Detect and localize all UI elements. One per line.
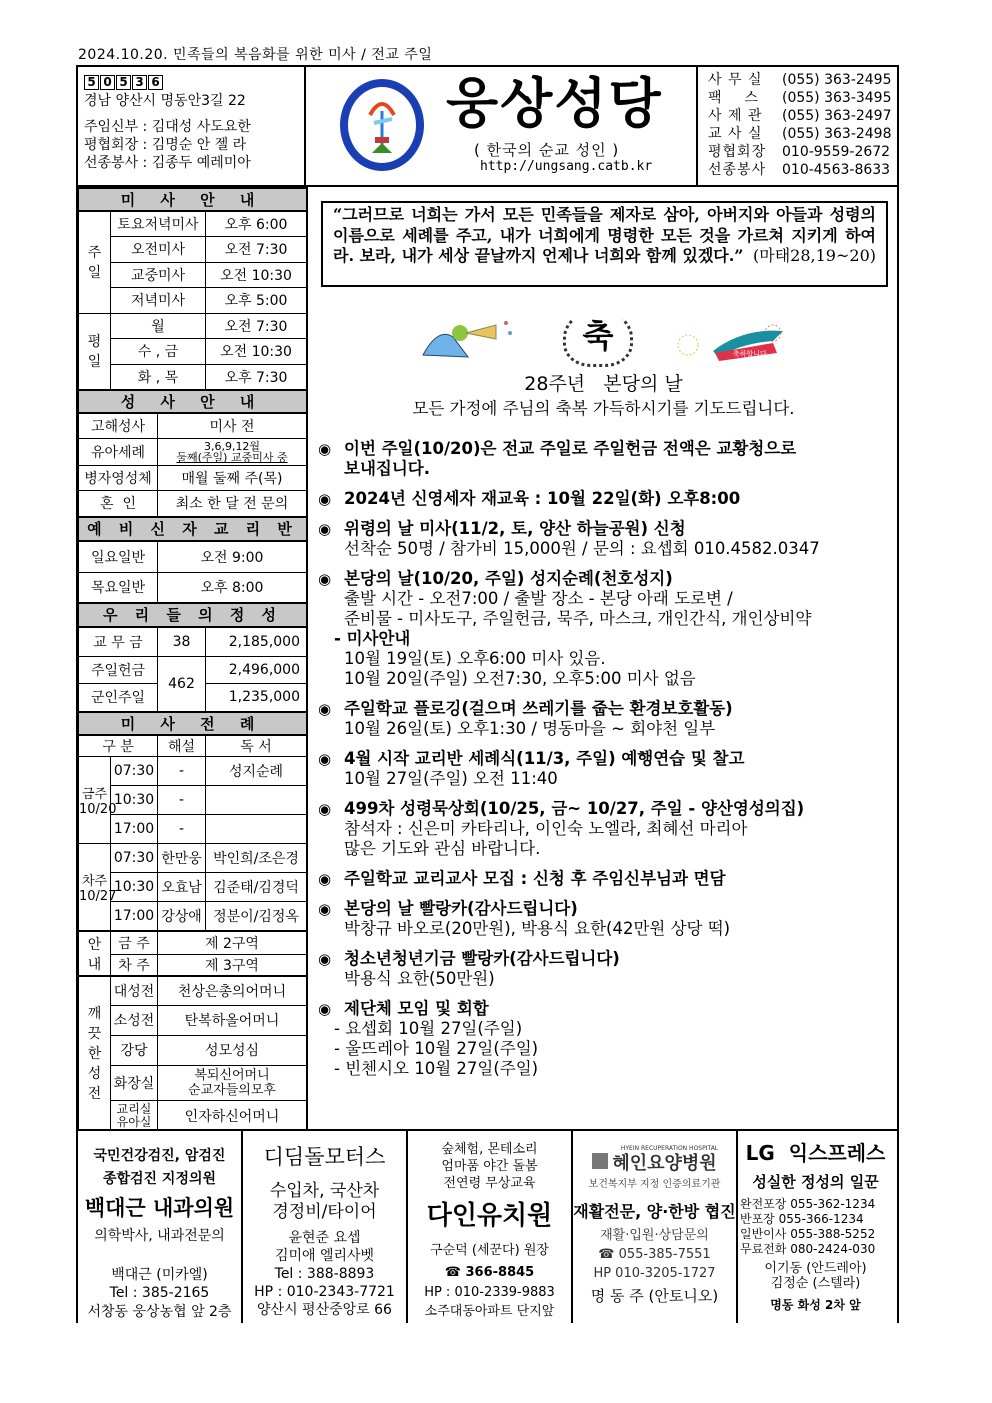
column-header: 해설 [158,735,206,757]
offering-amount: 1,235,000 [206,684,307,712]
parish-info [78,67,306,185]
bullet-icon: ◉ [318,700,332,718]
place: 교리실 유아실 [111,1100,158,1132]
announcement-line: 박창규 바오로(20만원), 박용식 요한(42만원 상당 떡) [344,919,731,938]
pastor: 주임신부 : 김대성 사도요한 [84,119,251,135]
offering-name: 주일헌금 [79,657,158,684]
catechumen-title: 예 비 신 자 교 리 반 [79,517,307,541]
bullet-icon: ◉ [318,750,332,768]
class-name: 일요일반 [79,541,158,573]
celebration-art [308,309,899,367]
offering-count: 462 [158,657,206,712]
cleaning-label: 깨 끗 한 성 전 [79,976,111,1132]
announcement-item [318,949,898,989]
church-name: 웅상성당 [446,72,663,135]
mass-name: 월 [111,313,206,339]
funeral-server: 선종봉사 : 김종두 예레미아 [84,155,251,171]
mass-time: 10:30 [111,785,158,814]
contact-row: 평협회장 010-9559-2672 [708,144,891,160]
announcement-line: 10월 27일(주일) 오전 11:40 [344,769,558,788]
mass-time: 07:30 [111,756,158,785]
bullet-icon: ◉ [318,490,332,508]
commentator: - [158,756,206,785]
weekday-label: 평일 [79,313,111,390]
mass-time: 10:30 [111,872,158,901]
place: 소성전 [111,1005,158,1035]
mass-name: 저녁미사 [111,288,206,314]
announcement-title: 이번 주일(10/20)은 전교 주일로 주일헌금 전액은 교황청으로 [344,439,797,458]
ad-moving: LG 익스프레스 성실한 정성의 일꾼 완전포장 055-362-1234 반포장 055-366-1234 일반이사 055-388-5252 무료전화 080-2424-030 이기동 (안드레아) 김정순 (스텔라) 명동 화성 2차 앞 [738,1131,893,1323]
bullet-icon: ◉ [318,1000,332,1018]
offering-count: 38 [158,627,206,657]
announcement-title: 제단체 모임 및 회합 [344,999,489,1018]
mass-name: 오전미사 [111,237,206,263]
left-column [78,187,306,1133]
mass-time: 오전 7:30 [206,313,307,339]
bulletin [76,65,899,1323]
readers: 정분이/김정옥 [206,901,307,931]
announcement-line: - 미사안내 [334,629,411,648]
announcement-line: 박용식 요한(50만원) [344,969,495,988]
class-time: 오전 9:00 [158,541,307,573]
announcement-line: 10월 26일(토) 오후1:30 / 명동마을 ~ 회야천 일부 [344,719,716,738]
hospital-logo-icon [592,1153,608,1169]
commentator: 오효남 [158,872,206,901]
announcement-title: 499차 성령묵상회(10/25, 금~ 10/27, 주일 - 양산영성의집) [344,799,805,818]
contact-list [698,71,897,179]
contact-row: 선종봉사 010-4563-8633 [708,162,891,178]
phone-row: 무료전화 080-2424-030 [740,1242,876,1256]
readers: 성지순례 [206,756,307,785]
cleaning-group: 성모성심 [158,1035,307,1065]
phone-row: 반포장 055-366-1234 [740,1212,864,1226]
church-subtitle: ( 한국의 순교 성인 ) [474,141,620,159]
ad-clinic: 국민건강검진, 암검진 종합검진 지정의원 백대근 내과의원 의학박사, 내과전문의 백대근 (미카엘) Tel : 385-2165 서창동 웅상농협 앞 2층 [78,1131,243,1323]
announcement-line: 보내집니다. [344,459,430,478]
mass-time: 07:30 [111,843,158,872]
district: 제 2구역 [158,931,307,954]
contact-row: 사 제 관 (055) 363-2497 [708,108,892,124]
bullet-icon: ◉ [318,440,332,458]
celebration-title: 28주년 본당의 날 [524,373,683,395]
week-label: 금 주 [111,931,158,954]
offering-name: 교 무 금 [79,627,158,657]
announcement-line: 참석자 : 신은미 카타리나, 이인숙 노엘라, 최혜선 마리아 [344,819,748,838]
bullet-icon: ◉ [318,520,332,538]
readers: 박인희/조은경 [206,843,307,872]
announcement-item [318,439,898,479]
announcement-title: 위령의 날 미사(11/2, 토, 양산 하늘공원) 신청 [344,519,686,538]
phone-row: 완전포장 055-362-1234 [740,1197,876,1211]
sacrament-name: 병자영성체 [79,466,158,491]
date-line: 2024.10.20. 민족들의 복음화를 위한 미사 / 전교 주일 [78,47,433,63]
parish-logo-icon [340,79,424,171]
celebration-badge: 축 [563,309,633,367]
header [78,67,897,187]
sacrament-time: 3,6,9,12월 둘째(주일) 교중미사 중 [158,439,307,466]
cleaning-group: 인자하신어머니 [158,1100,307,1132]
announcement-line: - 요셉회 10월 27일(주일) [334,1019,523,1038]
commentator: - [158,785,206,814]
announcement-line: 10월 20일(주일) 오전7:30, 오후5:00 미사 없음 [344,669,696,688]
scripture-reference: (마태28,19~20) [753,246,876,265]
mass-name: 토요저녁미사 [111,211,206,237]
schedule-table [78,187,307,1133]
announcement-item [318,869,898,889]
mass-time: 17:00 [111,814,158,843]
announcement-title: 주일학교 플로깅(걸으며 쓰레기를 줍는 환경보호활동) [344,699,733,718]
mass-time: 오후 7:30 [206,364,307,390]
column-header: 독 서 [206,735,307,757]
announcement-item [318,699,898,739]
mass-time: 오후 5:00 [206,288,307,314]
scripture-quote: “그러므로 너희는 가서 모든 민족들을 제자로 삼아, 아버지와 아들과 성령의 이름으로 세례를 주고, 내가 너희에게 명령한 모든 것을 가르쳐 지키게 하여라. 보라, 내가 세상 끝날까지 언제나 너희와 함께 있겠다.” (마태28,19~20) [321,201,888,287]
readers: 김준태/김경덕 [206,872,307,901]
bullet-icon: ◉ [318,570,332,588]
announcement-item [318,749,898,789]
sacrament-name: 고해성사 [79,413,158,439]
cleaning-group: 탄복하올어머니 [158,1005,307,1035]
mass-name: 화 , 목 [111,364,206,390]
ad-hospital: HYEIN RECUPERATION HOSPITAL 혜인요양병원 보건복지부 지정 인증의료기관 재활전문, 양·한방 협진 재활·입원·상담문의 ☎ 055-385-7551 HP 010-3205-1727 명 동 주 (안토니오) [573,1131,738,1323]
masthead [306,67,698,185]
mass-time: 17:00 [111,901,158,931]
week-label: 차 주 [111,954,158,976]
commentator: 한만웅 [158,843,206,872]
mass-time: 오전 10:30 [206,262,307,288]
website-link[interactable]: http://ungsang.catb.kr [480,159,653,174]
ribbon-text: 축하합니다 [733,350,767,358]
readers [206,814,307,843]
postal-digit: 0 [100,75,115,90]
liturgy-title: 미 사 전 례 [79,712,307,735]
column-header: 구 분 [79,735,158,757]
sacrament-time: 미사 전 [158,413,307,439]
mass-time: 오전 10:30 [206,339,307,365]
sacrament-name: 유아세례 [79,439,158,466]
sacrament-time: 매월 둘째 주(목) [158,466,307,491]
offering-amount: 2,496,000 [206,657,307,684]
announcement-line: 10월 19일(토) 오후6:00 미사 있음. [344,649,606,668]
ad-kindergarten: 숲체험, 몬테소리 엄마품 야간 돌봄 전연령 무상교육 다인유치원 구순덕 (세꾼다) 원장 ☎ 366-8845 HP : 010-2339-9883 소주대동아파트 단지앞 [408,1131,573,1323]
council-president: 평협회장 : 김명순 안 젤 라 [84,137,247,153]
readers [206,785,307,814]
mass-time: 오후 6:00 [206,211,307,237]
contact-row: 교 사 실 (055) 363-2498 [708,126,892,142]
commentator: - [158,814,206,843]
next-week-label: 차주 10/27 [79,843,111,931]
class-time: 오후 8:00 [158,573,307,603]
trumpet-angel-icon [418,317,518,361]
postal-digit: 5 [116,75,131,90]
this-week-label: 금주 10/20 [79,756,111,843]
postal-digit: 5 [84,75,99,90]
sacrament-name: 혼 인 [79,491,158,517]
offering-title: 우 리 들 의 정 성 [79,603,307,627]
place: 화장실 [111,1065,158,1100]
celebration-subtitle: 모든 가정에 주님의 축복 가득하시기를 기도드립니다. [412,399,795,418]
announcement-line: 선착순 50명 / 참가비 15,000원 / 문의 : 요셉회 010.4582.0347 [344,539,820,558]
announcement-item [318,799,898,859]
offering-name: 군인주일 [79,684,158,712]
announcement-line: 많은 기도와 관심 바랍니다. [344,839,541,858]
announcement-line: - 울뜨레아 10월 27일(주일) [334,1039,539,1058]
guide-label: 안 내 [79,931,111,976]
place: 강당 [111,1035,158,1065]
sunday-label: 주일 [79,211,111,313]
cleaning-group: 복되신어머니 순교자들의모후 [158,1065,307,1100]
sacrament-title: 성 사 안 내 [79,390,307,413]
main-content [306,187,897,1129]
announcement-list [318,439,898,1089]
announcement-item [318,519,898,559]
announcement-item [318,899,898,939]
cleaning-group: 천상은총의어머니 [158,976,307,1005]
announcement-title: 본당의 날(10/20, 주일) 성지순례(천호성지) [344,569,673,588]
ad-motors: 디딤돌모터스 수입차, 국산차 경정비/타이어 윤현준 요셉 김미애 엘리사벳 Tel : 388-8893 HP : 010-2343-7721 양산시 평산중앙로 66 [243,1131,408,1323]
mass-guide-title: 미 사 안 내 [79,188,307,211]
announcement-line: 준비물 - 미사도구, 주일헌금, 묵주, 마스크, 개인간식, 개인상비약 [344,609,812,628]
announcement-title: 청소년청년기금 빨랑카(감사드립니다) [344,949,620,968]
address: 경남 양산시 명동안3길 22 [84,93,246,109]
announcement-title: 4월 시작 교리반 세례식(11/3, 주일) 예행연습 및 찰고 [344,749,745,768]
congratulations-ribbon-icon [673,323,793,363]
bullet-icon: ◉ [318,870,332,888]
postal-digit: 6 [148,75,163,90]
announcement-line: - 빈첸시오 10월 27일(주일) [334,1059,539,1078]
sacrament-time: 최소 한 달 전 문의 [158,491,307,517]
district: 제 3구역 [158,954,307,976]
offering-amount: 2,185,000 [206,627,307,657]
phone-row: 일반이사 055-388-5252 [740,1227,876,1241]
announcement-item [318,569,898,689]
mass-time: 오전 7:30 [206,237,307,263]
postal-code [84,75,298,90]
announcement-line: 출발 시간 - 오전7:00 / 출발 장소 - 본당 아래 도로변 / [344,589,733,608]
class-name: 목요일반 [79,573,158,603]
postal-digit: 3 [132,75,147,90]
announcement-item [318,999,898,1079]
announcement-title: 본당의 날 빨랑카(감사드립니다) [344,899,578,918]
announcement-title: 주일학교 교리교사 모집 : 신청 후 주임신부님과 면담 [344,869,726,888]
announcement-title: 2024년 신영세자 재교육 : 10월 22일(화) 오후8:00 [344,489,741,508]
contact-row: 팩 스 (055) 363-3495 [708,90,892,106]
bullet-icon: ◉ [318,800,332,818]
bullet-icon: ◉ [318,900,332,918]
place: 대성전 [111,976,158,1005]
announcement-item [318,489,898,509]
contact-row: 사 무 실 (055) 363-2495 [708,72,892,88]
mass-name: 교중미사 [111,262,206,288]
mass-name: 수 , 금 [111,339,206,365]
sponsor-ads [78,1129,897,1323]
commentator: 강상애 [158,901,206,931]
bullet-icon: ◉ [318,950,332,968]
